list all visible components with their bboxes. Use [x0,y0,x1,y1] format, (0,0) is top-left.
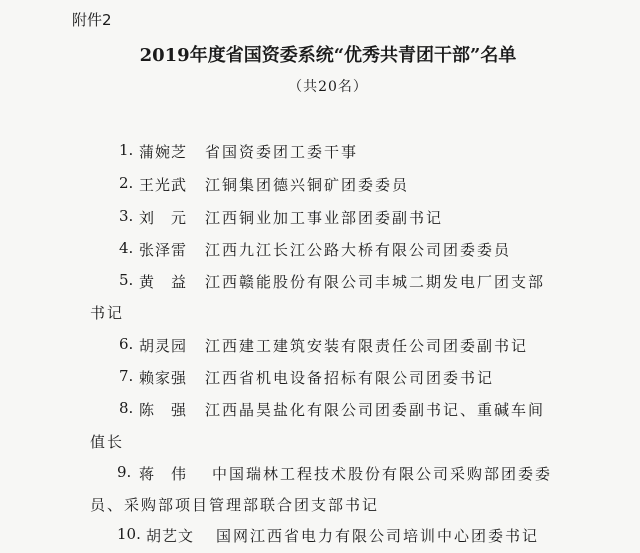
entry-organization: 江西铜业加工事业部团委副书记 [205,209,444,227]
document-subtitle: （共20名） [288,79,368,95]
entry-name: 王光武 [139,176,188,194]
entry-organization: 江西晶昊盐化有限公司团委副书记、重碱车间 [205,401,546,419]
entry-continuation: 书记 [90,304,125,322]
entry-organization: 省国资委团工委干事 [205,143,359,161]
entry-number: 8. [119,399,134,417]
entry-number: 3. [119,207,134,225]
entry-organization: 江西赣能股份有限公司丰城二期发电厂团支部 [205,273,546,291]
entry-number: 4. [119,239,134,257]
entry-number: 5. [119,271,134,289]
entry-number: 2. [119,174,134,192]
entry-name: 蒲婉芝 [139,143,188,161]
entry-name: 陈 强 [139,401,188,419]
entry-organization: 江西九江长江公路大桥有限公司团委委员 [205,241,512,259]
entry-number: 6. [119,335,134,353]
entry-name: 蒋 伟 [139,465,188,483]
entry-name: 张泽雷 [139,241,188,259]
entry-number: 9. [117,463,132,481]
attachment-label: 附件2 [72,11,112,29]
entry-organization: 中国瑞林工程技术股份有限公司采购部团委委 [212,465,553,483]
entry-organization: 江西建工建筑安装有限责任公司团委副书记 [205,337,529,355]
entry-organization: 国网江西省电力有限公司培训中心团委书记 [216,527,540,545]
entry-organization: 江西省机电设备招标有限公司团委书记 [205,369,495,387]
entry-number: 1. [119,141,134,159]
entry-continuation: 值长 [90,433,125,451]
document-title: 2019年度省国资委系统“优秀共青团干部”名单 [139,45,517,66]
entry-number: 7. [119,367,134,385]
entry-continuation: 员、采购部项目管理部联合团支部书记 [90,496,380,514]
entry-name: 黄 益 [139,273,188,291]
entry-name: 赖家强 [139,369,188,387]
entry-name: 胡艺文 [146,527,195,545]
entry-name: 刘 元 [139,209,188,227]
entry-number: 10. [117,525,141,543]
entry-name: 胡灵园 [139,337,188,355]
entry-organization: 江铜集团德兴铜矿团委委员 [205,176,410,194]
